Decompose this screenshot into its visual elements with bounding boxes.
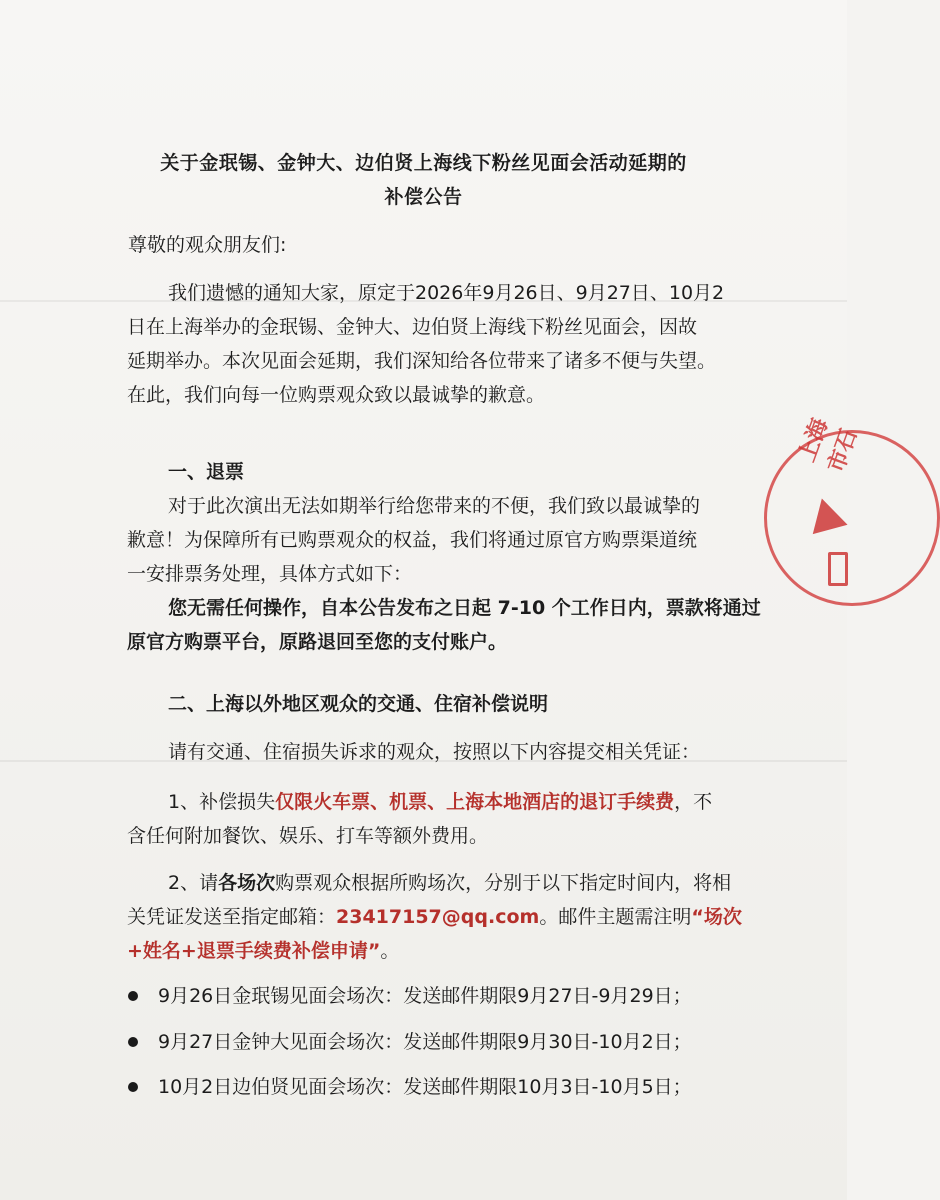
session-item: 9月26日金珉锡见面会场次：发送邮件期限9月27日-9月29日；: [158, 985, 692, 1007]
section1-line: 对于此次演出无法如期举行给您带来的不便，我们致以最诚挚的: [168, 495, 701, 517]
item2-rest: 购票观众根据所购场次，分别于以下指定时间内，将相: [275, 872, 732, 894]
official-seal-text: 上海市石: [793, 415, 863, 476]
item2-line2-mid: 。邮件主题需注明: [539, 906, 692, 928]
notice-title-line1: 关于金珉锡、金钟大、边伯贤上海线下粉丝见面会活动延期的: [160, 152, 687, 174]
notice-title-line2: 补偿公告: [384, 186, 463, 208]
item1-line1: [168, 785, 712, 819]
intro-line: 延期举办。本次见面会延期，我们深知给各位带来了诸多不便与失望。: [127, 350, 717, 372]
item1-suffix: ，不: [674, 791, 713, 813]
item2-prefix: 2、请: [168, 872, 219, 894]
section1-line: 歉意！为保障所有已购票观众的权益，我们将通过原官方购票渠道统: [127, 529, 698, 551]
bullet-icon: [128, 1082, 138, 1092]
item2-line3: [127, 934, 399, 968]
item2-line2-prefix: 关凭证发送至指定邮箱：: [127, 906, 337, 928]
email-subject-part2: +姓名+退票手续费补偿申请”: [127, 940, 381, 962]
intro-line: 在此，我们向每一位购票观众致以最诚挚的歉意。: [127, 384, 546, 406]
greeting: 尊敬的观众朋友们:: [128, 234, 287, 256]
section1-heading: 一、退票: [168, 461, 245, 483]
refund-method-line: 原官方购票平台，原路退回至您的支付账户。: [127, 631, 508, 653]
bullet-icon: [128, 991, 138, 1001]
section2-heading: 二、上海以外地区观众的交通、住宿补偿说明: [168, 693, 549, 715]
item1-line2: 含任何附加餐饮、娱乐、打车等额外费用。: [127, 825, 489, 847]
item2-line3-end: 。: [380, 940, 400, 962]
refund-method-line: 您无需任何操作，自本公告发布之日起 7-10 个工作日内，票款将通过: [168, 597, 761, 619]
item1-highlight: 仅限火车票、机票、上海本地酒店的退订手续费: [275, 791, 675, 813]
seal-mark-icon: [828, 552, 848, 586]
bullet-icon: [128, 1037, 138, 1047]
intro-line: 日在上海举办的金珉锡、金钟大、边伯贤上海线下粉丝见面会，因故: [127, 316, 698, 338]
item2-line1: [168, 866, 731, 900]
item1-prefix: 1、补偿损失: [168, 791, 276, 813]
intro-line: 我们遗憾的通知大家，原定于2026年9月26日、9月27日、10月2: [168, 282, 725, 304]
section2-intro: 请有交通、住宿损失诉求的观众，按照以下内容提交相关凭证：: [168, 741, 701, 763]
item2-line2: [127, 900, 742, 934]
email-subject-part1: “场次: [691, 906, 742, 928]
item2-bold: 各场次: [218, 872, 276, 894]
session-item: 10月2日边伯贤见面会场次：发送邮件期限10月3日-10月5日；: [158, 1076, 692, 1098]
email-address: 23417157@qq.com: [336, 906, 540, 928]
section1-line: 一安排票务处理，具体方式如下：: [127, 563, 413, 585]
session-item: 9月27日金钟大见面会场次：发送邮件期限9月30日-10月2日；: [158, 1031, 692, 1053]
